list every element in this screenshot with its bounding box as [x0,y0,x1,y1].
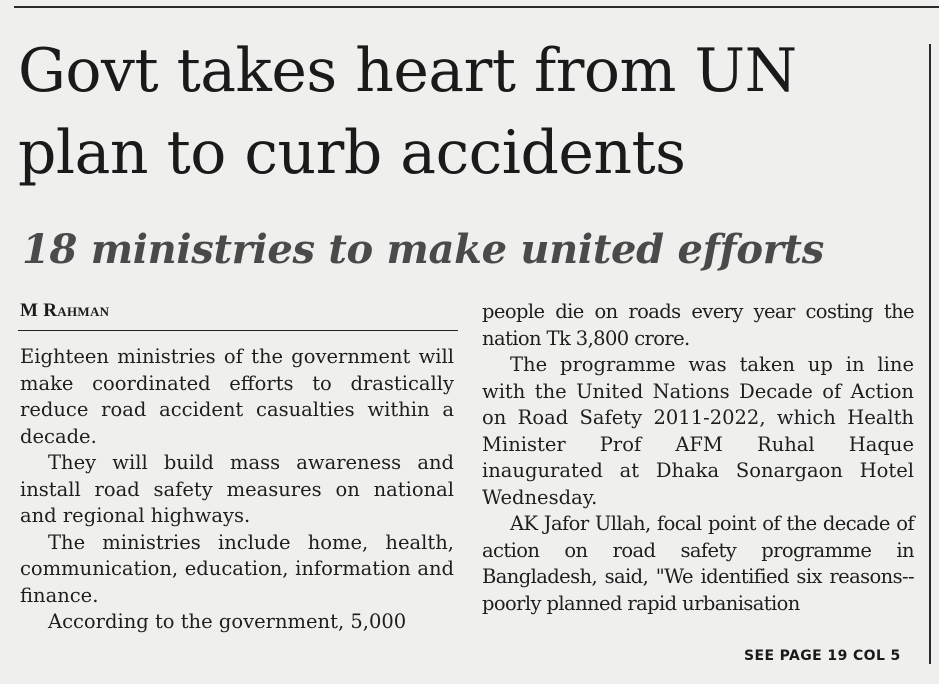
paragraph: They will build mass awareness and install road safety measures on national and regional highways. [20,451,454,527]
subheadline: 18 ministries to make united efforts [22,226,824,273]
paragraph: The ministries include home, health, communication, education, information and finance. [20,530,454,607]
continuation-note[interactable]: SEE PAGE 19 COL 5 [744,648,901,664]
byline-rule [18,330,458,331]
paragraph: According to the government, 5,000 [48,610,407,633]
byline: M Rahman [20,300,110,321]
paragraph: Eighteen ministries of the government will make coordinated efforts to drastically reduce road accident casualties within a decade. [20,345,454,448]
headline-line-2: plan to curb accidents [18,118,686,188]
paragraph: people die on roads every year costing the nation Tk 3,800 crore. [482,300,914,350]
top-rule [14,6,939,8]
column-rule [929,44,931,664]
left-column [20,344,454,636]
paragraph: The programme was taken up in line with the United Nations Decade of Action on Road Safety 2011-2022, which Health Minister Prof AFM Ruhal Haque inaugurated at Dhaka Sonargaon Hotel Wednesday. [482,353,914,509]
headline [18,30,908,194]
headline-line-1: Govt takes heart from UN [18,36,797,106]
paragraph: AK Jafor Ullah, focal point of the decade of action on road safety programme in Bangladesh, said, "We identified six reasons--poorly planned rapid urbanisation [482,512,914,615]
right-column [482,299,914,617]
